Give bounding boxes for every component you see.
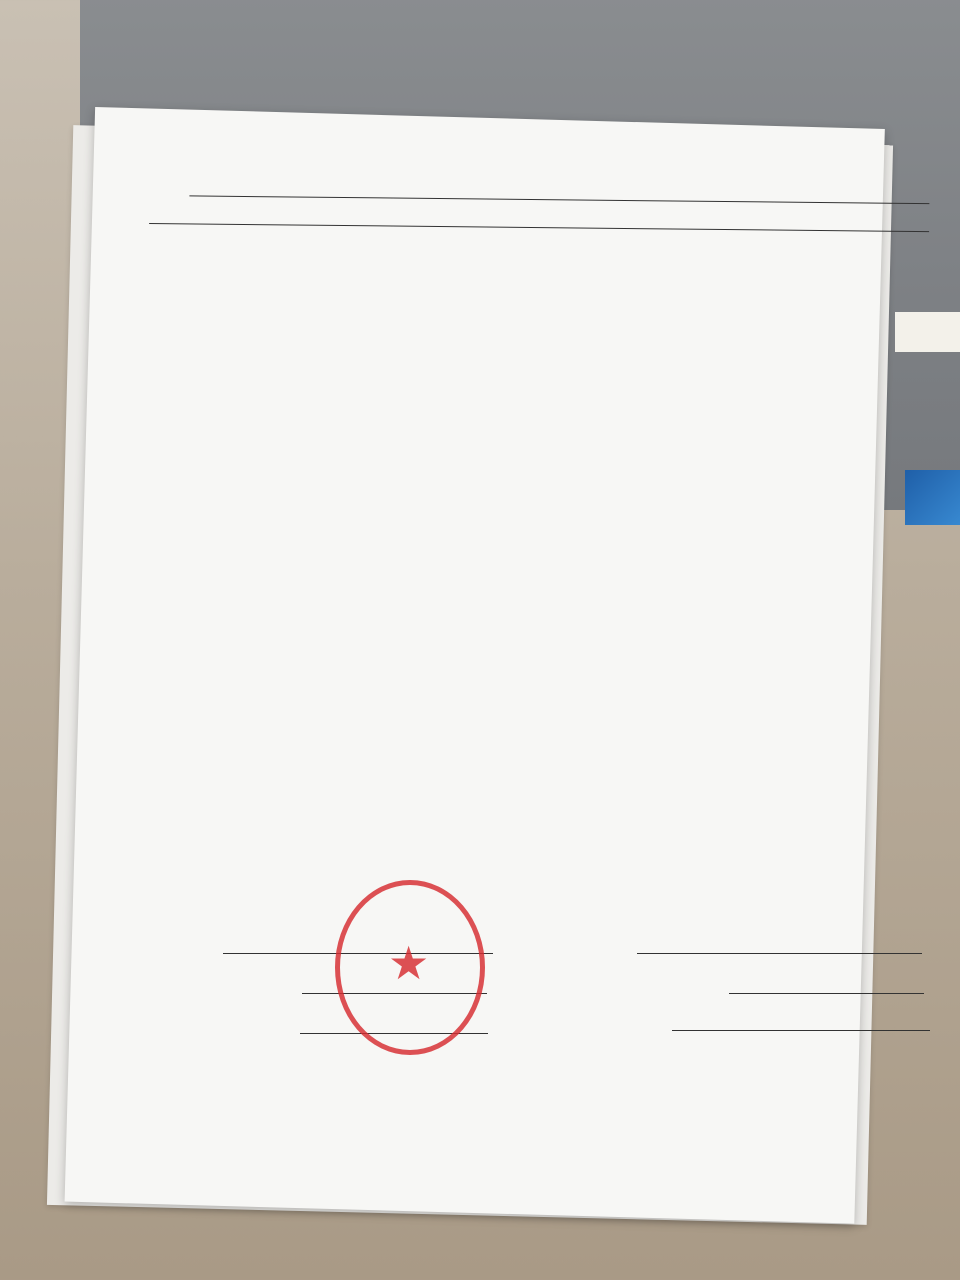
article8-text	[150, 150, 930, 158]
clause-9-5	[150, 186, 930, 194]
seal-star-icon: ★	[388, 936, 430, 990]
rep-row	[594, 975, 929, 997]
rep-underline	[729, 993, 924, 994]
clause-9-1	[150, 150, 930, 158]
clause-9-2	[150, 158, 930, 166]
clause-text	[188, 166, 930, 174]
date-underline	[672, 1030, 930, 1031]
clause-text	[188, 186, 930, 194]
article9-title	[150, 150, 930, 158]
party-b-underline	[637, 953, 922, 954]
clause-text	[188, 150, 930, 158]
party-b-row	[592, 935, 927, 957]
company-seal-stamp	[335, 880, 485, 1055]
article7-items	[150, 150, 930, 158]
clause-text	[188, 158, 930, 166]
disclosure-line	[149, 222, 929, 232]
clause-9-3	[150, 166, 930, 174]
clause-9-4	[150, 174, 930, 182]
other-terms-line	[189, 194, 929, 204]
clause-text	[188, 174, 930, 182]
article7-title	[150, 150, 930, 158]
article8-title	[150, 150, 930, 158]
date-row	[596, 1012, 936, 1034]
